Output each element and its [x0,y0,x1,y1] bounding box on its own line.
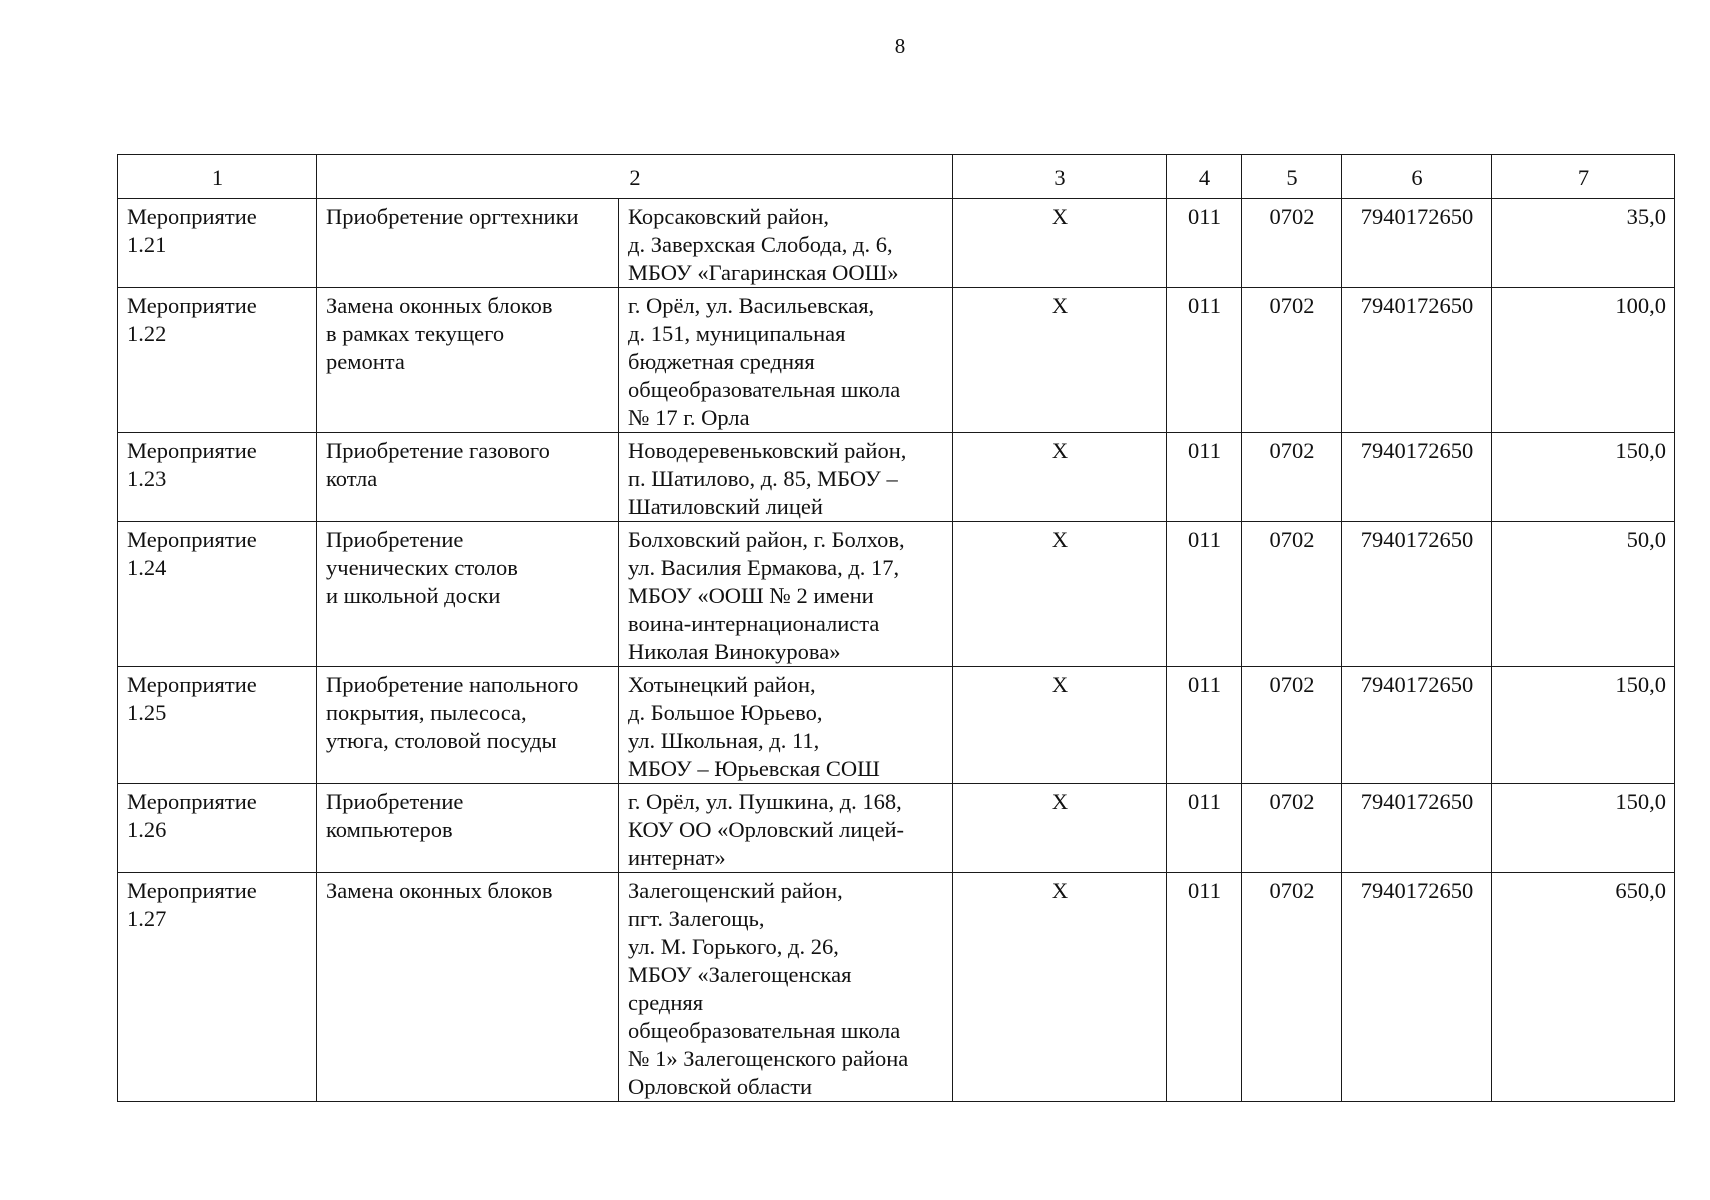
col3-cell: Х [953,784,1167,873]
description-cell: Замена оконных блоков [317,873,619,1102]
header-col-6: 6 [1342,155,1492,199]
table-row [118,873,1675,1102]
col5-cell: 0702 [1242,199,1342,288]
col6-cell: 7940172650 [1342,288,1492,433]
col6-cell: 7940172650 [1342,784,1492,873]
amount-cell: 150,0 [1492,433,1675,522]
description-cell: Приобретение ученических столов и школьной доски [317,522,619,667]
col6-cell: 7940172650 [1342,522,1492,667]
col3-cell: Х [953,873,1167,1102]
address-cell: Хотынецкий район, д. Большое Юрьево, ул. Школьная, д. 11, МБОУ – Юрьевская СОШ [619,667,953,784]
description-cell: Приобретение газового котла [317,433,619,522]
address-cell: г. Орёл, ул. Васильевская, д. 151, муниципальная бюджетная средняя общеобразовательная школа № 17 г. Орла [619,288,953,433]
col3-cell: Х [953,667,1167,784]
header-col-1: 1 [118,155,317,199]
table-row [118,288,1675,433]
col3-cell: Х [953,522,1167,667]
activities-table [117,154,1675,1102]
col6-cell: 7940172650 [1342,433,1492,522]
col6-cell: 7940172650 [1342,667,1492,784]
col4-cell: 011 [1167,784,1242,873]
col3-cell: Х [953,288,1167,433]
event-cell: Мероприятие 1.27 [118,873,317,1102]
header-col-5: 5 [1242,155,1342,199]
table-row [118,667,1675,784]
table-row [118,522,1675,667]
amount-cell: 650,0 [1492,873,1675,1102]
header-row [118,155,1675,199]
description-cell: Замена оконных блоков в рамках текущего ремонта [317,288,619,433]
header-col-4: 4 [1167,155,1242,199]
col6-cell: 7940172650 [1342,873,1492,1102]
col4-cell: 011 [1167,199,1242,288]
amount-cell: 100,0 [1492,288,1675,433]
description-cell: Приобретение компьютеров [317,784,619,873]
address-cell: г. Орёл, ул. Пушкина, д. 168, КОУ ОО «Орловский лицей- интернат» [619,784,953,873]
description-cell: Приобретение оргтехники [317,199,619,288]
table-row [118,784,1675,873]
page-number: 8 [894,34,906,58]
col4-cell: 011 [1167,667,1242,784]
table-row [118,199,1675,288]
col4-cell: 011 [1167,433,1242,522]
amount-cell: 150,0 [1492,667,1675,784]
event-cell: Мероприятие 1.21 [118,199,317,288]
address-cell: Болховский район, г. Болхов, ул. Василия Ермакова, д. 17, МБОУ «ООШ № 2 имени воина-интернационалиста Николая Винокурова» [619,522,953,667]
header-col-7: 7 [1492,155,1675,199]
col5-cell: 0702 [1242,288,1342,433]
col5-cell: 0702 [1242,784,1342,873]
col5-cell: 0702 [1242,873,1342,1102]
address-cell: Залегощенский район, пгт. Залегощь, ул. М. Горького, д. 26, МБОУ «Залегощенская средняя общеобразовательная школа № 1» Залегощенского района Орловской области [619,873,953,1102]
header-col-2: 2 [317,155,953,199]
amount-cell: 150,0 [1492,784,1675,873]
event-cell: Мероприятие 1.26 [118,784,317,873]
col3-cell: Х [953,199,1167,288]
col6-cell: 7940172650 [1342,199,1492,288]
amount-cell: 50,0 [1492,522,1675,667]
col4-cell: 011 [1167,522,1242,667]
event-cell: Мероприятие 1.24 [118,522,317,667]
col5-cell: 0702 [1242,667,1342,784]
col4-cell: 011 [1167,288,1242,433]
amount-cell: 35,0 [1492,199,1675,288]
address-cell: Новодеревеньковский район, п. Шатилово, д. 85, МБОУ – Шатиловский лицей [619,433,953,522]
event-cell: Мероприятие 1.25 [118,667,317,784]
col4-cell: 011 [1167,873,1242,1102]
address-cell: Корсаковский район, д. Заверхская Слобода, д. 6, МБОУ «Гагаринская ООШ» [619,199,953,288]
event-cell: Мероприятие 1.23 [118,433,317,522]
col5-cell: 0702 [1242,433,1342,522]
table-row [118,433,1675,522]
col3-cell: Х [953,433,1167,522]
description-cell: Приобретение напольного покрытия, пылесоса, утюга, столовой посуды [317,667,619,784]
event-cell: Мероприятие 1.22 [118,288,317,433]
col5-cell: 0702 [1242,522,1342,667]
header-col-3: 3 [953,155,1167,199]
